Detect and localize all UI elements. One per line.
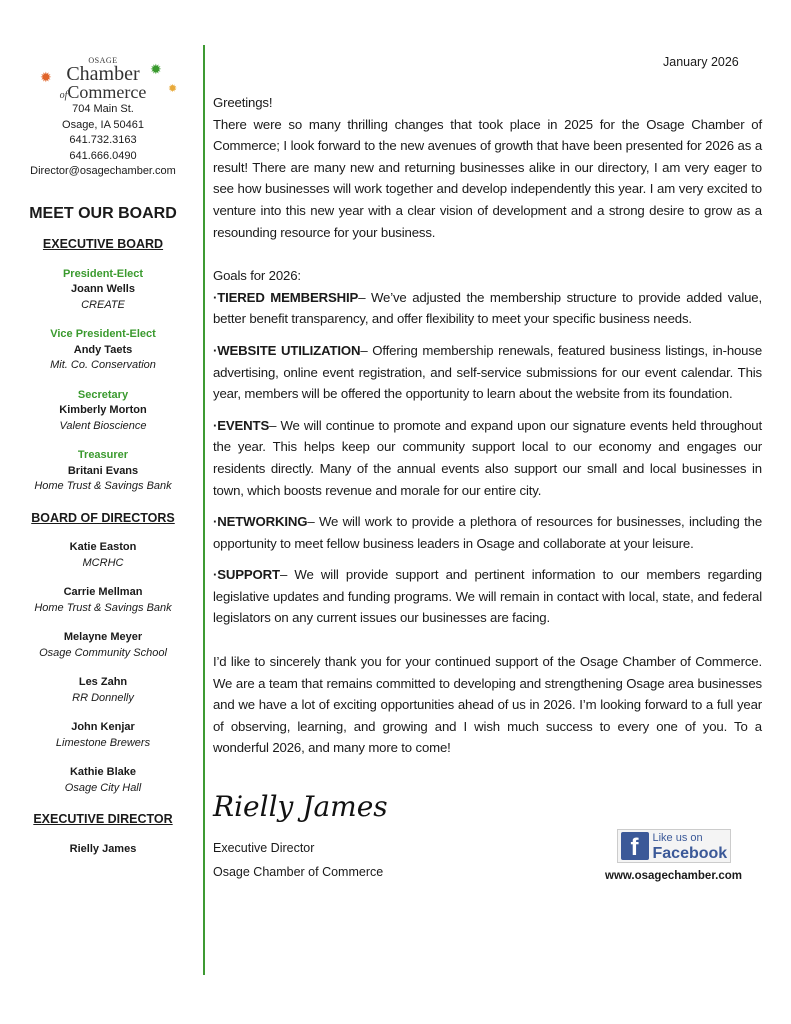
logo-osage: OSAGE: [88, 56, 118, 65]
member-org: Osage City Hall: [64, 781, 142, 794]
directors-heading: BOARD OF DIRECTORS: [31, 510, 175, 525]
member-org: Mit. Co. Conservation: [50, 359, 156, 371]
board-member: [10, 327, 196, 374]
goal-item: [213, 415, 762, 501]
directors-list: [10, 540, 196, 796]
member-name: Carrie Mellman: [63, 586, 143, 598]
facebook-icon: f: [621, 832, 649, 860]
director: [10, 585, 196, 616]
role: Secretary: [77, 388, 129, 401]
maple-leaf-icon: ✹: [40, 71, 52, 86]
board-member: [10, 388, 196, 435]
member-org: Home Trust & Savings Bank: [34, 480, 172, 492]
member-org: Home Trust & Savings Bank: [34, 601, 172, 614]
member-name: John Kenjar: [71, 721, 135, 733]
exec-board-heading: EXECUTIVE BOARD: [42, 237, 164, 251]
goal-item: [213, 564, 762, 629]
role: Treasurer: [77, 449, 129, 461]
chamber-logo: [10, 56, 196, 102]
member-org: RR Donnelly: [72, 691, 134, 704]
goal-title: ·WEBSITE UTILIZATION: [213, 342, 361, 358]
exec-list: [10, 267, 196, 495]
social-block: [605, 829, 742, 884]
member-name: Les Zahn: [78, 676, 128, 688]
director: [10, 630, 196, 661]
fb-line2: Facebook: [652, 844, 728, 862]
member-name: Joann Wells: [71, 283, 135, 295]
closing-paragraph: I’d like to sincerely thank you for your continued support of the Osage Chamber of Commerce. We are a team that remains committed to developing and strengthening Osage area businesses and we have a lot of exciting opportunities ahead of us in 2026. I’m looking forward to a full year of observing, learning, and growing and I wish much success to every one of you. To a wonderful 2026, and many more to come!: [213, 654, 762, 756]
board-member: [10, 448, 196, 495]
divider: [203, 45, 205, 975]
phone: 641.732.3163: [69, 134, 137, 146]
goal-item: [213, 511, 762, 554]
member-name: Britani Evans: [67, 464, 139, 477]
member-name: Andy Taets: [73, 343, 133, 356]
role: Vice President-Elect: [50, 328, 156, 340]
letter-body: [213, 92, 762, 759]
goal-title: ·TIERED MEMBERSHIP: [213, 289, 359, 305]
goal-item: [213, 287, 762, 330]
role: President-Elect: [62, 267, 144, 280]
goals-heading: Goals for 2026:: [213, 268, 301, 284]
maple-leaf-icon: ✹: [168, 83, 178, 95]
logo-chamber: Chamber: [66, 63, 140, 85]
letter-column: [213, 92, 762, 884]
member-org: Limestone Brewers: [55, 736, 151, 749]
logo-of: of: [59, 90, 68, 101]
member-name: Melayne Meyer: [63, 631, 143, 643]
maple-leaf-icon: ✹: [150, 63, 162, 78]
goal-text: – Offering membership renewals, featured business listings, in-house advertising, online event registration, and self-service submissions for our event calendar. This year, members will be offered the opportunity to learn about the website from its foundation.: [213, 342, 762, 402]
website-link[interactable]: www.osagechamber.com: [605, 870, 742, 883]
goal-title: ·SUPPORT: [213, 567, 280, 583]
signer-org: Osage Chamber of Commerce: [213, 865, 384, 880]
director: [10, 765, 196, 796]
goal-text: – We will provide support and pertinent information to our members regarding legislative updates and funding programs. We will remain in contact with local, state, and federal legislators on any current issues our businesses are facing.: [213, 567, 762, 626]
city: Osage, IA 50461: [62, 118, 144, 131]
goal-title: ·EVENTS: [213, 417, 270, 433]
board-heading: MEET OUR BOARD: [29, 204, 177, 222]
goal-text: – We will work to provide a plethora of resources for businesses, including the opportunity to meet fellow business leaders in Osage and collaborate at your leisure.: [213, 514, 762, 551]
logo-commerce-text: Commerce: [67, 82, 147, 102]
address: 704 Main St.: [72, 103, 134, 115]
goal-text: – We will continue to promote and expand upon our signature events held throughout the year. This helps keep our community support local to our economy and engages our residents directly. Many of the annual events also support our small and local businesses in town, which boosts revenue and morale for our entire city.: [213, 417, 762, 498]
signoff-row: [213, 829, 762, 884]
member-org: MCRHC: [82, 556, 124, 569]
board-member: [10, 267, 196, 314]
director: [10, 540, 196, 571]
member-name: Kimberly Morton: [59, 404, 147, 416]
sidebar: [10, 56, 196, 857]
signer-block: [213, 836, 383, 884]
signature: Rielly James: [213, 790, 388, 824]
member-name: Katie Easton: [69, 541, 137, 553]
greeting: Greetings!: [213, 95, 273, 110]
director: [10, 720, 196, 751]
phone: 641.666.0490: [69, 149, 137, 162]
signer-title: Executive Director: [213, 841, 315, 856]
member-name: Kathie Blake: [69, 766, 137, 778]
member-org: Osage Community School: [39, 646, 167, 659]
email: Director@osagechamber.com: [30, 165, 176, 177]
exec-director-name: Rielly James: [69, 842, 137, 855]
exec-director-heading: EXECUTIVE DIRECTOR: [33, 812, 173, 826]
goal-item: [213, 340, 762, 405]
goal-text: – We’ve adjusted the membership structure to provide added value, better benefit transparency, and offer flexibility to meet your specific business needs.: [213, 289, 762, 327]
member-org: Valent Bioscience: [59, 419, 147, 432]
fb-line1: Like us on: [652, 831, 703, 844]
director: [10, 675, 196, 706]
goal-title: ·NETWORKING: [213, 514, 308, 530]
member-org: CREATE: [81, 298, 125, 311]
logo-commerce: [10, 83, 196, 101]
letter-date: January 2026: [663, 55, 739, 69]
facebook-badge[interactable]: [617, 829, 731, 863]
intro-paragraph: There were so many thrilling changes that took place in 2025 for the Osage Chamber of Commerce; I look forward to the new avenues of growth that have been presented for 2026 as a result! There are many new and returning businesses alike in our directory, I am very eager to see how businesses will work together and develop independently this year. I am very excited to venture into this new year with a clear vision of development and a strong desire to grow as a resounding resource for your business.: [213, 116, 762, 240]
